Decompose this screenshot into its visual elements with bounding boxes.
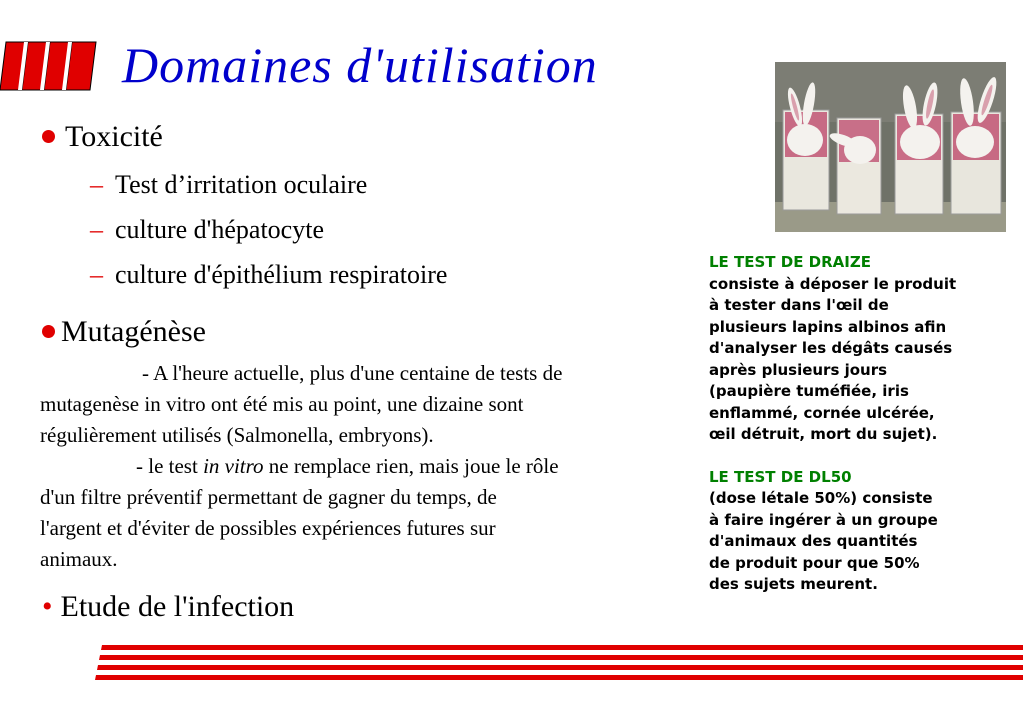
bullet-dot-icon [42, 325, 55, 338]
para-line: ne remplace rien, mais joue le rôle [263, 454, 559, 478]
draize-heading: LE TEST DE DRAIZE [709, 253, 871, 271]
dl50-heading: LE TEST DE DL50 [709, 467, 852, 486]
draize-line: plusieurs lapins albinos afin [709, 317, 947, 336]
bullet-infection [42, 590, 294, 624]
draize-line: après plusieurs jours [709, 360, 888, 379]
para-line: - A l'heure actuelle, plus d'une centaine de tests de [142, 361, 563, 385]
dl50-line: (dose létale 50%) consiste [709, 489, 933, 507]
side-notes [709, 252, 1014, 596]
para-line: régulièrement utilisés (Salmonella, embryons). [40, 423, 434, 447]
para-line: - le test [136, 454, 204, 478]
draize-line: à tester dans l'œil de [709, 296, 889, 314]
dl50-line: de produit pour que 50% [709, 553, 920, 572]
list-item [90, 170, 367, 200]
list-item-label: Test d’irritation oculaire [115, 170, 368, 199]
dash-icon: – [90, 215, 103, 244]
para-line: animaux. [40, 547, 118, 571]
bullet-dot-icon: • [42, 590, 53, 623]
dl50-line: d'animaux des quantités [709, 532, 918, 550]
mutagenese-label: Mutagénèse [61, 315, 206, 348]
para-line: l'argent et d'éviter de possibles expériences futures sur [40, 516, 496, 540]
toxicite-label: Toxicité [65, 120, 163, 153]
list-item-label: culture d'épithélium respiratoire [115, 260, 448, 289]
dash-icon: – [90, 170, 103, 199]
footer-stripes-icon [94, 645, 1023, 681]
list-item-label: culture d'hépatocyte [115, 215, 324, 244]
bullet-dot-icon [42, 130, 55, 143]
list-item [90, 215, 324, 245]
bullet-mutagenese [42, 315, 206, 349]
dl50-line: des sujets meurent. [709, 575, 878, 593]
para-line: mutagenèse in vitro ont été mis au point, une dizaine sont [40, 392, 524, 416]
para-line: d'un filtre préventif permettant de gagner du temps, de [40, 485, 497, 509]
dash-icon: – [90, 260, 103, 289]
draize-line: (paupière tuméfiée, iris [709, 382, 909, 400]
mutagenese-paragraph [40, 358, 680, 575]
page-title: Domaines d'utilisation [122, 37, 598, 93]
para-italic: in vitro [203, 454, 264, 478]
draize-line: œil détruit, mort du sujet). [709, 425, 938, 443]
dl50-line: à faire ingérer à un groupe [709, 510, 938, 529]
draize-line: enflammé, cornée ulcérée, [709, 403, 935, 422]
draize-line: d'analyser les dégâts causés [709, 339, 953, 357]
draize-line: consiste à déposer le produit [709, 274, 957, 293]
bullet-toxicite [42, 120, 163, 154]
infection-label: Etude de l'infection [60, 590, 295, 623]
logo-bars-icon [0, 40, 104, 92]
list-item [90, 260, 447, 290]
rabbits-photo [775, 62, 1006, 232]
